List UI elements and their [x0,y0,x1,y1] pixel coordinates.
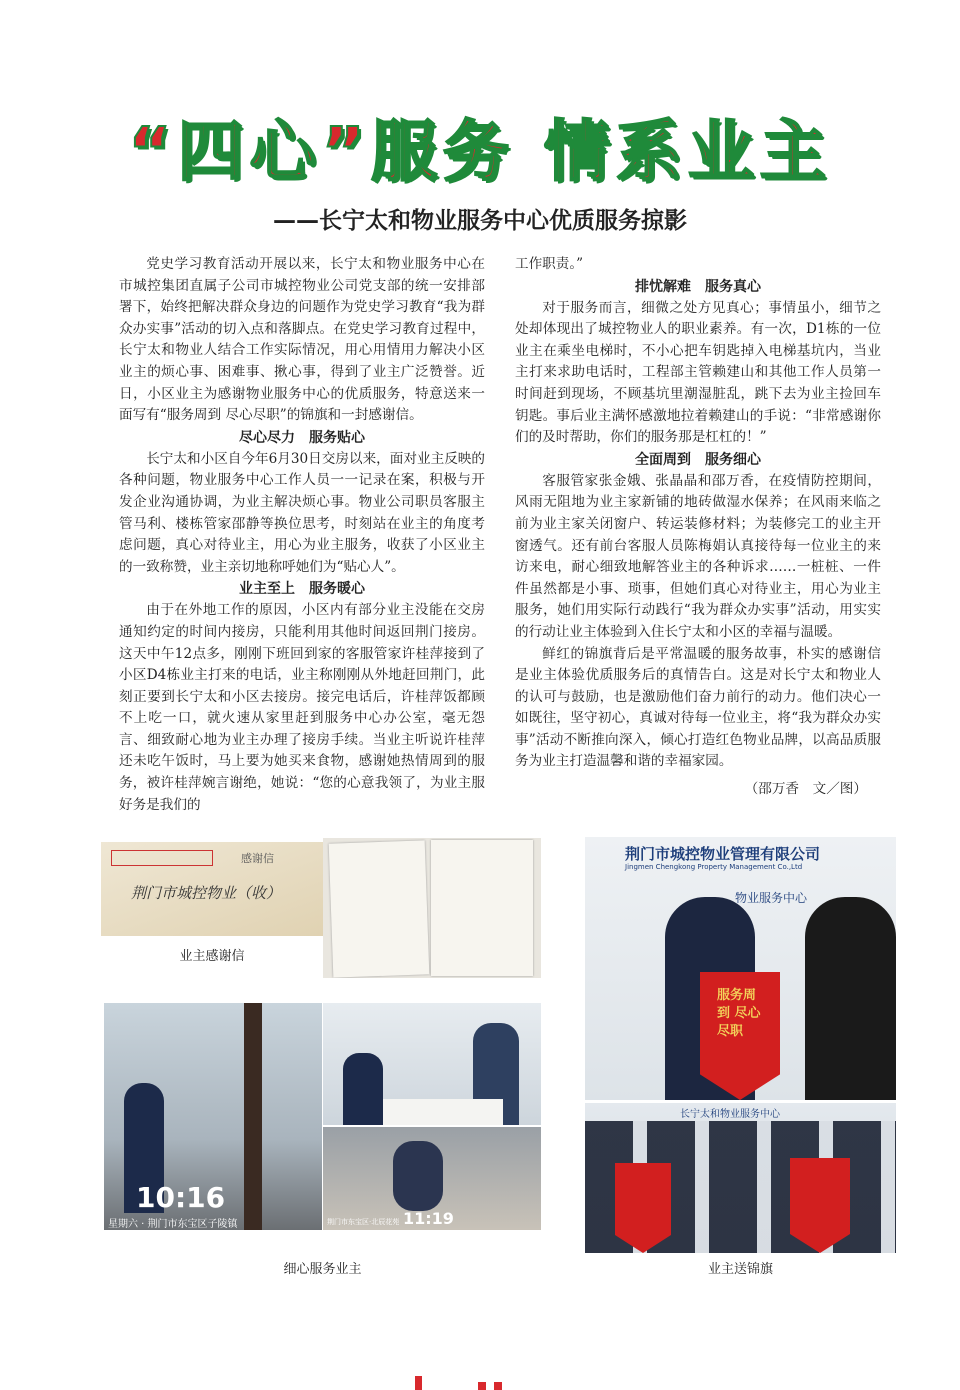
desk [383,1099,503,1125]
pennant-group-left [615,1163,671,1253]
floor-care-photo [323,1127,541,1230]
building-sign: 长宁太和物业服务中心 [680,1109,780,1120]
letter-pages-photo [323,838,541,978]
window-photo [104,1003,322,1230]
pennant-group-right [790,1158,850,1253]
company-sign-en: Jingmen Chengkong Property Management Co.,Ltd [625,863,803,871]
section-heading-1: 尽心尽力 服务贴心 [239,429,365,446]
section-heading-2: 业主至上 服务暖心 [239,581,365,598]
byline: （邵万香 文／图） [744,781,867,798]
left-column [119,254,485,816]
photo-location-2: 荆门市东宝区·北辰花苑 [327,1218,400,1226]
section-4-paragraph: 客服管家张金娥、张晶晶和邵万香，在疫情防控期间，风雨无阻地为业主家新铺的地砖做湿水保养；在风雨来临之前为业主家关闭窗户、转运装修材料；为装修完工的业主开窗透气。还有前台客服人员陈梅娟认真接待每一位业主的来访来电，耐心细致地解答业主的各种诉求……一桩桩、一件件虽然都是小事、琐事，但她们真心对待业主，用心为业主服务，她们用实际行动践行“我为群众办实事”活动，用实实的行动让业主体验到入住长宁太和小区的幸福与温暖。 [515,472,881,640]
front-desk-photo [323,1003,541,1125]
footer-mark-2 [478,1382,486,1390]
window-frame [244,1003,262,1230]
letter-caption: 业主感谢信 [179,949,245,964]
envelope-photo [101,842,323,936]
footer-mark-1 [415,1376,422,1390]
right-column [515,254,881,801]
pennant-caption: 业主送锦旗 [707,1262,773,1277]
section-3-paragraph: 对于服务而言，细微之处方见真心；事情虽小，细节之处却体现出了城控物业人的职业素养。有一次，D1栋的一位业主在乘坐电梯时，不小心把车钥匙掉入电梯基坑内，当业主打来求助电话时，工程部主管赖建山和其他工作人员第一时间赶到现场，不顾基坑里潮湿脏乱，跳下去为业主捡回车钥匙。事后业主满怀感激地拉着赖建山的手说：“非常感谢你们的及时帮助，你们的服务那是杠杠的！” [515,299,881,446]
company-sign: 荆门市城控物业管理有限公司 [625,845,821,863]
continuation-text: 工作职责。” [515,256,584,272]
person-right [805,897,896,1100]
pennant-main-photo [585,837,896,1100]
photo-timestamp-2: 11:19 [403,1209,454,1228]
section-heading-3: 排忧解难 服务真心 [635,278,761,295]
letter-page-1 [329,840,430,977]
staff-at-desk [343,1053,383,1125]
footer-mark-3 [494,1382,502,1390]
letter-page-2 [431,840,533,976]
closing-paragraph: 鲜红的锦旗背后是平常温暖的服务故事，朴实的感谢信是业主体验优质服务后的真情告白。这是对长宁太和物业人的认可与鼓励，也是激励他们奋力前行的动力。他们决心一如既往，坚守初心，真诚对待每一位业主，将“我为群众办实事”活动不断推向深入，倾心打造红色物业品牌，以高品质服务为业主打造温馨和谐的幸福家园。 [515,645,881,770]
envelope-handwriting: 荆门市城控物业（收） [131,884,282,902]
pennant-main-text: 服务周到 尽心尽职 [717,988,761,1039]
service-caption: 细心服务业主 [283,1262,362,1277]
page-title: “四心”服务 情系业主 [128,113,832,190]
postcode-boxes [111,850,213,866]
photo-timestamp: 10:16 [136,1181,226,1214]
service-center-sign: 物业服务中心 [735,891,808,905]
intro-paragraph: 党史学习教育活动开展以来，长宁太和物业服务中心在市城控集团直属子公司市城控物业公司党支部的统一安排部署下，始终把解决群众身边的问题作为党史学习教育“我为群众办实事”活动的切入点和落脚点。在党史学习教育过程中，长宁太和物业人结合工作实际情况，用心用情用力解决小区业主的烦心事、困难事、揪心事，得到了业主广泛赞誉。近日，小区业主为感谢物业服务中心的优质服务，特意送来一面写有“服务周到 尽心尽职”的锦旗和一封感谢信。 [119,256,485,424]
pennant-group-photo [585,1103,896,1253]
page-subtitle: ——长宁太和物业服务中心优质服务掠影 [273,208,687,234]
section-1-paragraph: 长宁太和小区自今年6月30日交房以来，面对业主反映的各种问题，物业服务中心工作人员一一记录在案，积极与开发企业沟通协调，为业主解决烦心事。物业公司职员客服主管马利、楼栋管家邵静等换位思考，时刻站在业主的角度考虑问题，真心对待业主，用心为业主服务，收获了小区业主的一致称赞，业主亲切地称呼她们为“贴心人”。 [119,450,485,575]
section-2-paragraph: 由于在外地工作的原因，小区内有部分业主没能在交房通知约定的时间内接房，只能利用其他时间返回荆门接房。这天中午12点多，刚刚下班回到家的客服管家许桂萍接到了小区D4栋业主打来的电话，业主称刚刚从外地赶回荆门，此刻正要到长宁太和小区去接房。接完电话后，许桂萍饭都顾不上吃一口，就火速从家里赶到服务中心办公室，毫无怨言、细致耐心地为业主办理了接房手续。当业主听说许桂萍还未吃午饭时，马上要为她买来食物，感谢她热情周到的服务，被许桂萍婉言谢绝，她说：“您的心意我领了，为业主服好务是我们的 [119,602,485,813]
envelope-corner-text: 感谢信 [241,852,274,865]
photo-date-location: 星期六 · 荆门市东宝区子陵镇 [108,1219,238,1230]
worker-figure [393,1141,443,1211]
section-heading-4: 全面周到 服务细心 [635,451,761,468]
